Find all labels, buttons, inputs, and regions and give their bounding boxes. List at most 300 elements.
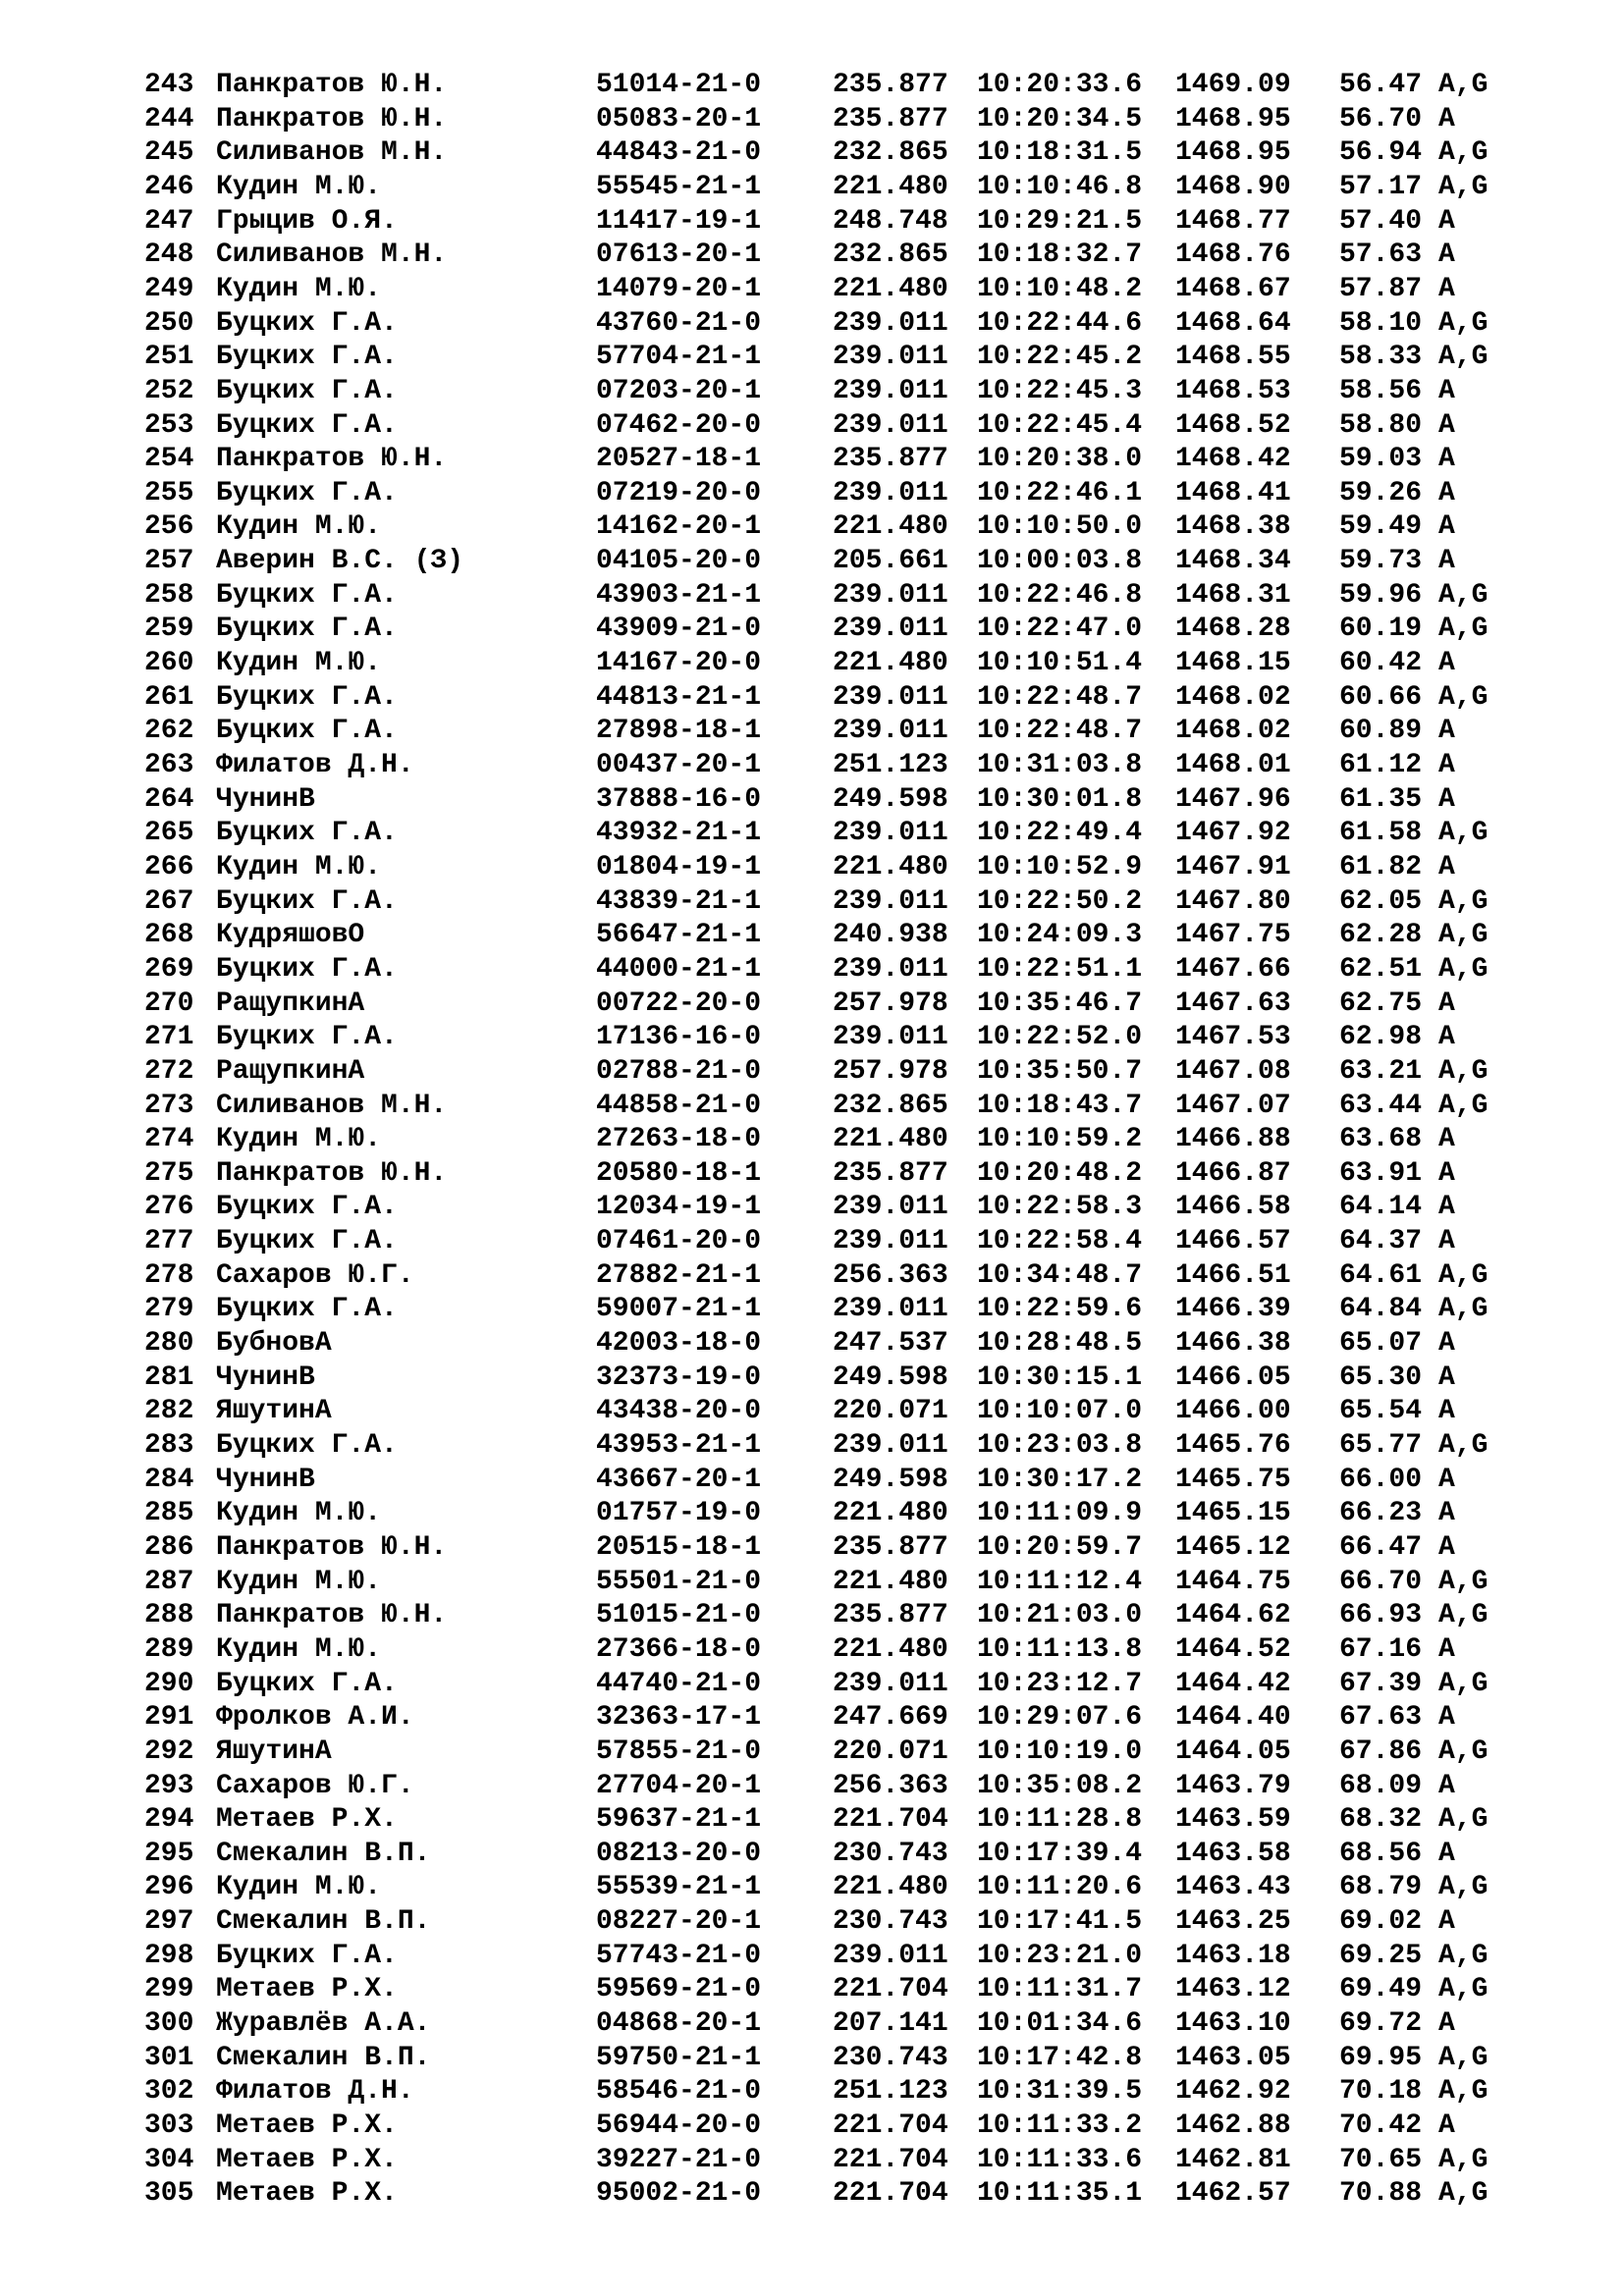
position-number: 277	[144, 1226, 194, 1257]
arrival-time: 10:11:12.4	[977, 1566, 1143, 1597]
position-number: 297	[144, 1906, 194, 1938]
arrival-time: 10:11:20.6	[977, 1872, 1143, 1903]
ring-number: 59569-21-0	[596, 1974, 762, 2005]
arrival-time: 10:10:46.8	[977, 171, 1143, 202]
distance: 239.011	[833, 1192, 948, 1223]
position-number: 273	[144, 1090, 194, 1121]
ring-number: 56944-20-0	[596, 2110, 762, 2141]
flags: A,G	[1438, 920, 1489, 951]
flags: A	[1438, 240, 1455, 271]
flags: A	[1438, 477, 1455, 508]
fancier-name: Буцких Г.А.	[216, 1430, 398, 1461]
fancier-name: Буцких Г.А.	[216, 409, 398, 441]
arrival-time: 10:30:01.8	[977, 783, 1143, 815]
ring-number: 43909-21-0	[596, 614, 762, 645]
arrival-time: 10:10:07.0	[977, 1396, 1143, 1427]
ring-number: 59637-21-1	[596, 1804, 762, 1836]
speed: 1466.05	[1175, 1362, 1291, 1393]
flags: A	[1438, 511, 1455, 543]
coefficient: 64.84	[1339, 1294, 1423, 1325]
arrival-time: 10:24:09.3	[977, 920, 1143, 951]
speed: 1468.31	[1175, 579, 1291, 611]
coefficient: 66.47	[1339, 1531, 1423, 1563]
position-number: 269	[144, 953, 194, 985]
coefficient: 58.10	[1339, 307, 1423, 339]
fancier-name: Буцких Г.А.	[216, 818, 398, 849]
ring-number: 43932-21-1	[596, 818, 762, 849]
distance: 221.704	[833, 1804, 948, 1836]
arrival-time: 10:31:03.8	[977, 750, 1143, 780]
arrival-time: 10:11:33.6	[977, 2144, 1143, 2175]
arrival-time: 10:17:42.8	[977, 2042, 1143, 2073]
distance: 221.704	[833, 2110, 948, 2141]
position-number: 286	[144, 1531, 194, 1563]
ring-number: 00722-20-0	[596, 988, 762, 1019]
position-number: 265	[144, 818, 194, 849]
ring-number: 42003-18-0	[596, 1328, 762, 1360]
flags: A	[1438, 1498, 1455, 1529]
flags: A	[1438, 546, 1455, 577]
ring-number: 32363-17-1	[596, 1702, 762, 1734]
speed: 1466.51	[1175, 1259, 1291, 1291]
fancier-name: Буцких Г.А.	[216, 716, 398, 747]
arrival-time: 10:22:50.2	[977, 885, 1143, 917]
flags: A,G	[1438, 1735, 1489, 1767]
position-number: 254	[144, 444, 194, 475]
ring-number: 17136-16-0	[596, 1022, 762, 1053]
distance: 239.011	[833, 681, 948, 713]
speed: 1468.34	[1175, 546, 1291, 577]
distance: 232.865	[833, 240, 948, 271]
arrival-time: 10:11:33.2	[977, 2110, 1143, 2141]
flags: A	[1438, 1362, 1455, 1393]
fancier-name: Буцких Г.А.	[216, 1226, 398, 1257]
position-number: 284	[144, 1464, 194, 1495]
position-number: 303	[144, 2110, 194, 2141]
ring-number: 20580-18-1	[596, 1157, 762, 1189]
distance: 239.011	[833, 477, 948, 508]
coefficient: 58.80	[1339, 409, 1423, 441]
speed: 1466.57	[1175, 1226, 1291, 1257]
coefficient: 65.30	[1339, 1362, 1423, 1393]
coefficient: 59.96	[1339, 579, 1423, 611]
distance: 239.011	[833, 1022, 948, 1053]
position-number: 292	[144, 1735, 194, 1767]
position-number: 253	[144, 409, 194, 441]
distance: 240.938	[833, 920, 948, 951]
arrival-time: 10:18:43.7	[977, 1090, 1143, 1121]
ring-number: 27898-18-1	[596, 716, 762, 747]
arrival-time: 10:20:34.5	[977, 103, 1143, 134]
fancier-name: Сахаров Ю.Г.	[216, 1259, 414, 1291]
ring-number: 07613-20-1	[596, 240, 762, 271]
arrival-time: 10:22:51.1	[977, 953, 1143, 985]
position-number: 268	[144, 920, 194, 951]
distance: 239.011	[833, 1430, 948, 1461]
arrival-time: 10:22:48.7	[977, 681, 1143, 713]
speed: 1464.75	[1175, 1566, 1291, 1597]
ring-number: 08213-20-0	[596, 1838, 762, 1869]
flags: A	[1438, 1124, 1455, 1155]
flags: A,G	[1438, 1600, 1489, 1631]
position-number: 302	[144, 2076, 194, 2108]
position-number: 287	[144, 1566, 194, 1597]
flags: A,G	[1438, 1872, 1489, 1903]
flags: A,G	[1438, 1940, 1489, 1971]
distance: 221.480	[833, 1633, 948, 1665]
ring-number: 43760-21-0	[596, 307, 762, 339]
distance: 239.011	[833, 614, 948, 645]
coefficient: 64.37	[1339, 1226, 1423, 1257]
arrival-time: 10:10:48.2	[977, 273, 1143, 304]
ring-number: 07219-20-0	[596, 477, 762, 508]
distance: 239.011	[833, 818, 948, 849]
fancier-name: Буцких Г.А.	[216, 885, 398, 917]
speed: 1468.52	[1175, 409, 1291, 441]
position-number: 305	[144, 2178, 194, 2210]
coefficient: 57.40	[1339, 205, 1423, 237]
coefficient: 63.68	[1339, 1124, 1423, 1155]
flags: A	[1438, 1633, 1455, 1665]
arrival-time: 10:00:03.8	[977, 546, 1143, 577]
coefficient: 70.18	[1339, 2076, 1423, 2108]
distance: 239.011	[833, 1668, 948, 1699]
fancier-name: Панкратов Ю.Н.	[216, 70, 448, 100]
fancier-name: Кудин М.Ю.	[216, 1566, 382, 1597]
position-number: 278	[144, 1259, 194, 1291]
arrival-time: 10:22:45.4	[977, 409, 1143, 441]
position-number: 272	[144, 1055, 194, 1087]
flags: A,G	[1438, 1974, 1489, 2005]
speed: 1466.38	[1175, 1328, 1291, 1360]
position-number: 261	[144, 681, 194, 713]
flags: A	[1438, 648, 1455, 679]
ring-number: 05083-20-1	[596, 103, 762, 134]
speed: 1467.63	[1175, 988, 1291, 1019]
ring-number: 43839-21-1	[596, 885, 762, 917]
coefficient: 69.49	[1339, 1974, 1423, 2005]
arrival-time: 10:22:52.0	[977, 1022, 1143, 1053]
coefficient: 66.70	[1339, 1566, 1423, 1597]
fancier-name: Панкратов Ю.Н.	[216, 1157, 448, 1189]
position-number: 295	[144, 1838, 194, 1869]
fancier-name: Буцких Г.А.	[216, 342, 398, 373]
coefficient: 65.07	[1339, 1328, 1423, 1360]
position-number: 249	[144, 273, 194, 304]
arrival-time: 10:18:32.7	[977, 240, 1143, 271]
speed: 1467.75	[1175, 920, 1291, 951]
arrival-time: 10:10:52.9	[977, 851, 1143, 882]
distance: 232.865	[833, 137, 948, 169]
flags: A	[1438, 1906, 1455, 1938]
speed: 1463.12	[1175, 1974, 1291, 2005]
ring-number: 43438-20-0	[596, 1396, 762, 1427]
coefficient: 59.73	[1339, 546, 1423, 577]
speed: 1467.66	[1175, 953, 1291, 985]
position-number: 255	[144, 477, 194, 508]
coefficient: 67.86	[1339, 1735, 1423, 1767]
position-number: 263	[144, 750, 194, 780]
fancier-name: Кудин М.Ю.	[216, 1872, 382, 1903]
ring-number: 58546-21-0	[596, 2076, 762, 2108]
position-number: 266	[144, 851, 194, 882]
distance: 221.480	[833, 1498, 948, 1529]
arrival-time: 10:22:48.7	[977, 716, 1143, 747]
position-number: 293	[144, 1770, 194, 1801]
fancier-name: Силиванов М.Н.	[216, 1090, 448, 1121]
coefficient: 59.49	[1339, 511, 1423, 543]
speed: 1464.05	[1175, 1735, 1291, 1767]
distance: 247.669	[833, 1702, 948, 1734]
distance: 230.743	[833, 1838, 948, 1869]
position-number: 290	[144, 1668, 194, 1699]
flags: A	[1438, 716, 1455, 747]
position-number: 270	[144, 988, 194, 1019]
ring-number: 14162-20-1	[596, 511, 762, 543]
arrival-time: 10:29:07.6	[977, 1702, 1143, 1734]
speed: 1462.81	[1175, 2144, 1291, 2175]
arrival-time: 10:10:51.4	[977, 648, 1143, 679]
fancier-name: Кудин М.Ю.	[216, 851, 382, 882]
flags: A,G	[1438, 171, 1489, 202]
arrival-time: 10:11:35.1	[977, 2178, 1143, 2210]
position-number: 244	[144, 103, 194, 134]
speed: 1463.59	[1175, 1804, 1291, 1836]
flags: A	[1438, 103, 1455, 134]
fancier-name: Панкратов Ю.Н.	[216, 444, 448, 475]
distance: 220.071	[833, 1735, 948, 1767]
coefficient: 57.63	[1339, 240, 1423, 271]
ring-number: 01757-19-0	[596, 1498, 762, 1529]
coefficient: 70.42	[1339, 2110, 1423, 2141]
arrival-time: 10:28:48.5	[977, 1328, 1143, 1360]
distance: 220.071	[833, 1396, 948, 1427]
ring-number: 95002-21-0	[596, 2178, 762, 2210]
arrival-time: 10:22:59.6	[977, 1294, 1143, 1325]
position-number: 301	[144, 2042, 194, 2073]
speed: 1468.67	[1175, 273, 1291, 304]
speed: 1463.25	[1175, 1906, 1291, 1938]
distance: 239.011	[833, 1226, 948, 1257]
arrival-time: 10:11:31.7	[977, 1974, 1143, 2005]
coefficient: 68.32	[1339, 1804, 1423, 1836]
speed: 1467.96	[1175, 783, 1291, 815]
coefficient: 69.25	[1339, 1940, 1423, 1971]
flags: A	[1438, 988, 1455, 1019]
flags: A	[1438, 1226, 1455, 1257]
ring-number: 27882-21-1	[596, 1259, 762, 1291]
distance: 239.011	[833, 409, 948, 441]
ring-number: 27704-20-1	[596, 1770, 762, 1801]
distance: 205.661	[833, 546, 948, 577]
arrival-time: 10:23:12.7	[977, 1668, 1143, 1699]
ring-number: 44813-21-1	[596, 681, 762, 713]
distance: 256.363	[833, 1259, 948, 1291]
position-number: 258	[144, 579, 194, 611]
speed: 1464.42	[1175, 1668, 1291, 1699]
flags: A	[1438, 750, 1455, 780]
coefficient: 62.28	[1339, 920, 1423, 951]
speed: 1468.02	[1175, 716, 1291, 747]
ring-number: 55539-21-1	[596, 1872, 762, 1903]
flags: A,G	[1438, 137, 1489, 169]
position-number: 245	[144, 137, 194, 169]
position-number: 243	[144, 70, 194, 100]
coefficient: 68.79	[1339, 1872, 1423, 1903]
arrival-time: 10:35:50.7	[977, 1055, 1143, 1087]
position-number: 281	[144, 1362, 194, 1393]
coefficient: 57.17	[1339, 171, 1423, 202]
arrival-time: 10:22:45.3	[977, 375, 1143, 406]
distance: 249.598	[833, 783, 948, 815]
ring-number: 39227-21-0	[596, 2144, 762, 2175]
distance: 207.141	[833, 2008, 948, 2040]
flags: A	[1438, 1022, 1455, 1053]
position-number: 285	[144, 1498, 194, 1529]
fancier-name: Буцких Г.А.	[216, 681, 398, 713]
speed: 1466.39	[1175, 1294, 1291, 1325]
flags: A,G	[1438, 307, 1489, 339]
coefficient: 61.58	[1339, 818, 1423, 849]
coefficient: 56.94	[1339, 137, 1423, 169]
fancier-name: Аверин В.С. (З)	[216, 546, 464, 577]
speed: 1466.58	[1175, 1192, 1291, 1223]
speed: 1464.52	[1175, 1633, 1291, 1665]
arrival-time: 10:22:58.4	[977, 1226, 1143, 1257]
speed: 1463.05	[1175, 2042, 1291, 2073]
coefficient: 56.70	[1339, 103, 1423, 134]
flags: A,G	[1438, 1430, 1489, 1461]
coefficient: 63.21	[1339, 1055, 1423, 1087]
coefficient: 68.56	[1339, 1838, 1423, 1869]
fancier-name: Смекалин В.П.	[216, 1906, 431, 1938]
speed: 1468.64	[1175, 307, 1291, 339]
coefficient: 58.56	[1339, 375, 1423, 406]
coefficient: 65.77	[1339, 1430, 1423, 1461]
position-number: 288	[144, 1600, 194, 1631]
arrival-time: 10:22:46.8	[977, 579, 1143, 611]
coefficient: 58.33	[1339, 342, 1423, 373]
distance: 235.877	[833, 103, 948, 134]
arrival-time: 10:23:21.0	[977, 1940, 1143, 1971]
speed: 1463.10	[1175, 2008, 1291, 2040]
coefficient: 62.05	[1339, 885, 1423, 917]
fancier-name: Кудин М.Ю.	[216, 511, 382, 543]
speed: 1462.88	[1175, 2110, 1291, 2141]
position-number: 279	[144, 1294, 194, 1325]
coefficient: 56.47	[1339, 70, 1423, 100]
speed: 1468.41	[1175, 477, 1291, 508]
fancier-name: Метаев Р.Х.	[216, 2178, 398, 2210]
distance: 239.011	[833, 375, 948, 406]
distance: 239.011	[833, 342, 948, 373]
coefficient: 59.03	[1339, 444, 1423, 475]
position-number: 276	[144, 1192, 194, 1223]
distance: 235.877	[833, 70, 948, 100]
flags: A	[1438, 1157, 1455, 1189]
fancier-name: Филатов Д.Н.	[216, 750, 414, 780]
arrival-time: 10:20:48.2	[977, 1157, 1143, 1189]
position-number: 259	[144, 614, 194, 645]
arrival-time: 10:22:49.4	[977, 818, 1143, 849]
fancier-name: Кудин М.Ю.	[216, 273, 382, 304]
fancier-name: Смекалин В.П.	[216, 2042, 431, 2073]
flags: A,G	[1438, 1090, 1489, 1121]
ring-number: 56647-21-1	[596, 920, 762, 951]
position-number: 256	[144, 511, 194, 543]
arrival-time: 10:35:46.7	[977, 988, 1143, 1019]
fancier-name: Буцких Г.А.	[216, 1668, 398, 1699]
position-number: 300	[144, 2008, 194, 2040]
flags: A	[1438, 1396, 1455, 1427]
flags: A	[1438, 1838, 1455, 1869]
arrival-time: 10:31:39.5	[977, 2076, 1143, 2108]
fancier-name: Кудин М.Ю.	[216, 171, 382, 202]
flags: A,G	[1438, 1259, 1489, 1291]
coefficient: 68.09	[1339, 1770, 1423, 1801]
distance: 221.480	[833, 851, 948, 882]
ring-number: 07203-20-1	[596, 375, 762, 406]
arrival-time: 10:34:48.7	[977, 1259, 1143, 1291]
distance: 230.743	[833, 1906, 948, 1938]
coefficient: 67.63	[1339, 1702, 1423, 1734]
ring-number: 57855-21-0	[596, 1735, 762, 1767]
speed: 1463.43	[1175, 1872, 1291, 1903]
coefficient: 69.72	[1339, 2008, 1423, 2040]
distance: 256.363	[833, 1770, 948, 1801]
distance: 221.480	[833, 1566, 948, 1597]
ring-number: 20515-18-1	[596, 1531, 762, 1563]
ring-number: 44000-21-1	[596, 953, 762, 985]
speed: 1465.75	[1175, 1464, 1291, 1495]
arrival-time: 10:29:21.5	[977, 205, 1143, 237]
arrival-time: 10:20:33.6	[977, 70, 1143, 100]
ring-number: 51015-21-0	[596, 1600, 762, 1631]
flags: A	[1438, 1702, 1455, 1734]
speed: 1467.92	[1175, 818, 1291, 849]
distance: 221.480	[833, 1872, 948, 1903]
coefficient: 59.26	[1339, 477, 1423, 508]
speed: 1468.02	[1175, 681, 1291, 713]
fancier-name: Филатов Д.Н.	[216, 2076, 414, 2108]
arrival-time: 10:30:17.2	[977, 1464, 1143, 1495]
arrival-time: 10:30:15.1	[977, 1362, 1143, 1393]
fancier-name: ЯшутинА	[216, 1396, 332, 1427]
speed: 1463.58	[1175, 1838, 1291, 1869]
position-number: 283	[144, 1430, 194, 1461]
speed: 1468.01	[1175, 750, 1291, 780]
ring-number: 59750-21-1	[596, 2042, 762, 2073]
ring-number: 01804-19-1	[596, 851, 762, 882]
fancier-name: Грыцив О.Я.	[216, 205, 398, 237]
flags: A,G	[1438, 70, 1489, 100]
arrival-time: 10:22:45.2	[977, 342, 1143, 373]
fancier-name: Метаев Р.Х.	[216, 2110, 398, 2141]
arrival-time: 10:11:28.8	[977, 1804, 1143, 1836]
ring-number: 00437-20-1	[596, 750, 762, 780]
ring-number: 14079-20-1	[596, 273, 762, 304]
arrival-time: 10:22:46.1	[977, 477, 1143, 508]
arrival-time: 10:22:44.6	[977, 307, 1143, 339]
flags: A	[1438, 2008, 1455, 2040]
speed: 1467.53	[1175, 1022, 1291, 1053]
coefficient: 63.91	[1339, 1157, 1423, 1189]
distance: 230.743	[833, 2042, 948, 2073]
flags: A,G	[1438, 885, 1489, 917]
distance: 221.704	[833, 2178, 948, 2210]
speed: 1467.07	[1175, 1090, 1291, 1121]
speed: 1464.40	[1175, 1702, 1291, 1734]
